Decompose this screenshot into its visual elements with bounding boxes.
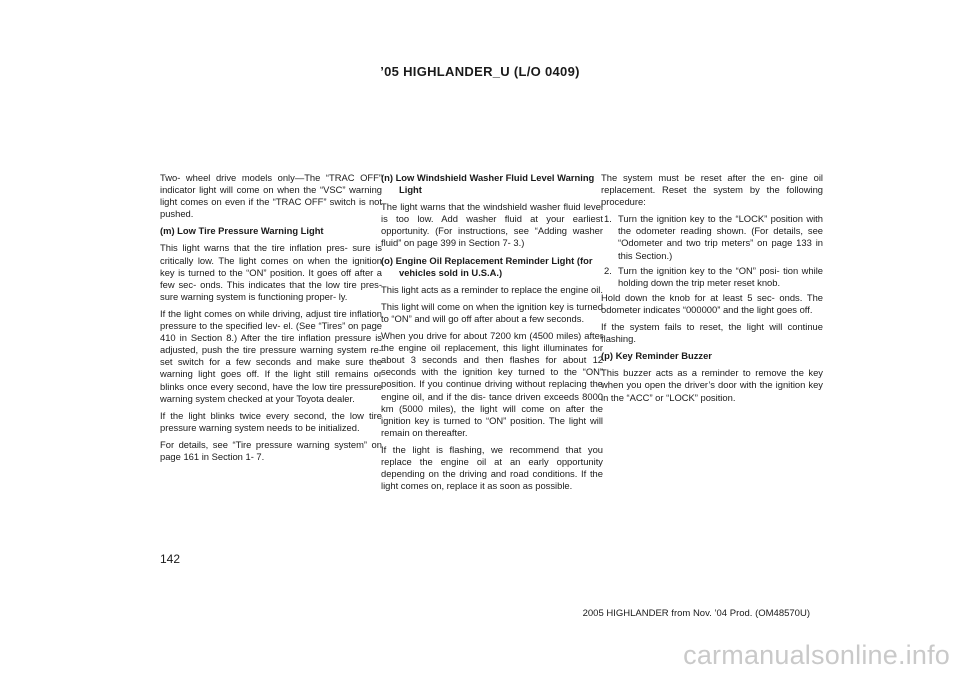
paragraph: For details, see “Tire pressure warning system” on page 161 in Section 1- 7. <box>160 438 382 462</box>
list-item-text: Turn the ignition key to the “ON” posi- tion while holding down the trip meter reset knob. <box>618 264 823 288</box>
paragraph: Two- wheel drive models only—The “TRAC OFF” indicator light will come on when the “VSC” warning light comes on even if the “TRAC OFF” switch is not pushed. <box>160 172 382 220</box>
section-heading-m: (m) Low Tire Pressure Warning Light <box>160 225 324 237</box>
paragraph: This buzzer acts as a reminder to remove the key when you open the driver’s door with the ignition key in the “ACC” or “LOCK” position. <box>601 367 823 403</box>
paragraph: If the system fails to reset, the light will continue flashing. <box>601 321 823 345</box>
document-footer: 2005 HIGHLANDER from Nov. ’04 Prod. (OM48570U) <box>582 608 810 619</box>
page-number: 142 <box>160 552 181 566</box>
list-item <box>601 213 823 261</box>
paragraph: If the light is flashing, we recommend that you replace the engine oil at an early opportunity depending on the driving and road conditions. If the light comes on, replace it as soon as possible. <box>381 443 603 492</box>
watermark: carmanualsonline.info <box>683 640 950 670</box>
paragraph: The light warns that the windshield washer fluid level is too low. Add washer fluid at your earliest opportunity. (For instructions, see “Adding washer fluid” on page 399 in Section 7- 3.) <box>381 201 603 249</box>
paragraph: The system must be reset after the en- gine oil replacement. Reset the system by the following procedure: <box>601 172 823 208</box>
column-right <box>601 172 823 409</box>
paragraph: This light acts as a reminder to replace the engine oil. <box>381 283 603 295</box>
column-middle <box>381 172 603 497</box>
document-header: ’05 HIGHLANDER_U (L/O 0409) <box>380 64 580 79</box>
section-heading-p: (p) Key Reminder Buzzer <box>601 350 712 362</box>
paragraph: If the light comes on while driving, adjust tire inflation pressure to the specified lev- el. (See “Tires” on page 410 in Section 8.) After the tire inflation pressure is adjusted, push the tire pressure warning system re- set switch for a few seconds and make sure the warning light goes off. If the light still remains or blinks once every second, have the low tire pressure warning system checked at your Toyota dealer. <box>160 307 382 404</box>
section-heading-o: (o) Engine Oil Replacement Reminder Light (for vehicles sold in U.S.A.) <box>381 254 593 278</box>
paragraph: When you drive for about 7200 km (4500 miles) after the engine oil replacement, this light illuminates for about 3 seconds and then flashes for about 12 seconds with the ignition key turned to the “ON” position. If you continue driving without replacing the engine oil, and if the dis- tance driven exceeds 8000 km (5000 miles), the light will come on after the ignition key is turned to “ON” position. The light will remain on thereafter. <box>381 330 603 438</box>
paragraph: This light warns that the tire inflation pres- sure is critically low. The light comes on when the ignition key is turned to the “ON” position. It goes off after a few sec- onds. This indicates that the low tire pres- sure warning system is functioning proper- ly. <box>160 242 382 302</box>
paragraph: This light will come on when the ignition key is turned to “ON” and will go off after about a few seconds. <box>381 300 603 324</box>
column-left <box>160 172 382 468</box>
list-item-text: Turn the ignition key to the “LOCK” position with the odometer reading shown. (For details, see “Odometer and two trip meters” on page 133 in this Section.) <box>618 213 823 261</box>
paragraph: If the light blinks twice every second, the low tire pressure warning system needs to be initialized. <box>160 409 382 433</box>
list-item-number: 2. <box>604 264 612 276</box>
section-heading-n: (n) Low Windshield Washer Fluid Level Warning Light <box>381 172 595 196</box>
list-item <box>601 265 823 289</box>
paragraph: Hold down the knob for at least 5 sec- onds. The odometer indicates “000000” and the light goes off. <box>601 291 823 315</box>
list-item-number: 1. <box>604 213 612 225</box>
